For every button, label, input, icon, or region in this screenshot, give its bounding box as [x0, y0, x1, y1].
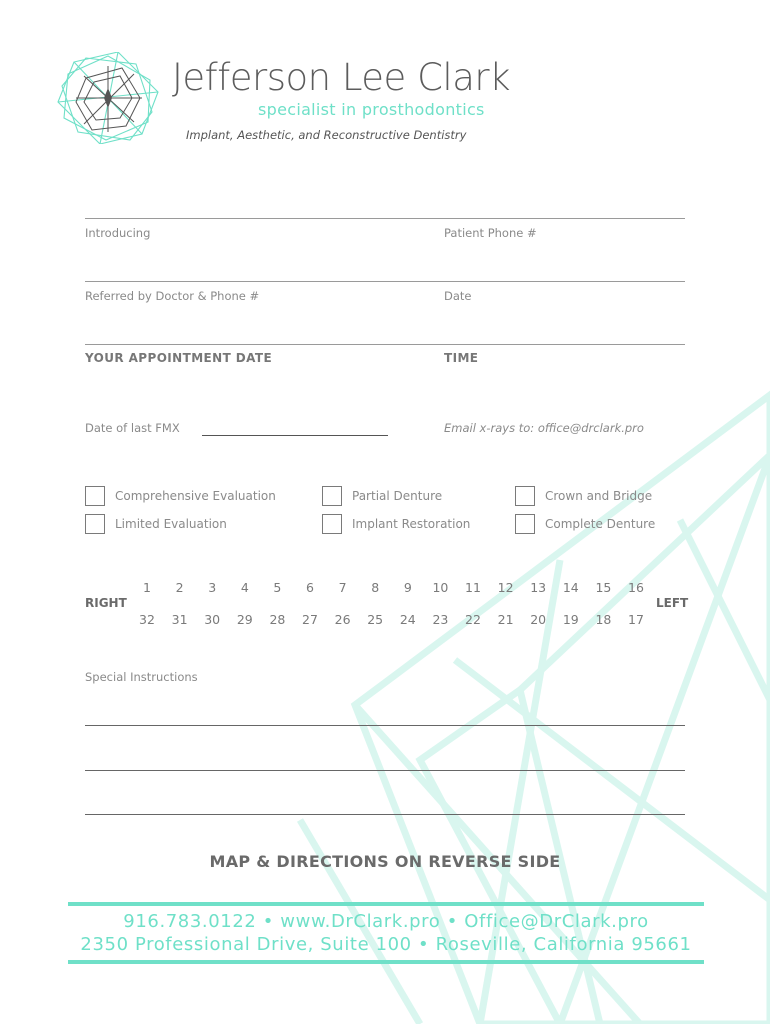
introducing-label: Introducing	[85, 226, 151, 240]
checkbox[interactable]	[515, 486, 535, 506]
last-fmx-label: Date of last FMX	[85, 421, 180, 435]
referred-by-line[interactable]	[85, 281, 685, 282]
tooth-number[interactable]: 32	[139, 612, 155, 627]
tooth-number[interactable]: 15	[595, 580, 612, 595]
procedure-complete-denture[interactable]	[515, 514, 655, 534]
procedure-crown-and-bridge[interactable]	[515, 486, 652, 506]
tooth-number[interactable]: 18	[595, 612, 612, 627]
instructions-line-2[interactable]	[85, 770, 685, 771]
tooth-number[interactable]: 23	[432, 612, 449, 627]
tooth-number[interactable]: 16	[628, 580, 644, 595]
procedure-limited-evaluation[interactable]	[85, 514, 227, 534]
last-fmx-field[interactable]	[202, 435, 388, 436]
tooth-number[interactable]: 1	[143, 580, 151, 595]
tooth-number[interactable]: 22	[465, 612, 481, 627]
tooth-number[interactable]: 29	[236, 612, 253, 627]
tooth-number[interactable]: 11	[465, 580, 481, 595]
tooth-number[interactable]: 6	[306, 580, 314, 595]
introducing-line[interactable]	[85, 218, 685, 219]
tooth-number[interactable]: 17	[628, 612, 644, 627]
appointment-line[interactable]	[85, 344, 685, 345]
tooth-number[interactable]: 9	[403, 580, 412, 595]
tooth-number[interactable]: 27	[302, 612, 318, 627]
procedure-partial-denture[interactable]	[322, 486, 442, 506]
tooth-number[interactable]: 28	[269, 612, 286, 627]
tooth-number[interactable]: 7	[338, 580, 347, 595]
tooth-number[interactable]: 8	[371, 580, 380, 595]
tooth-number[interactable]: 13	[530, 580, 547, 595]
email-xrays-text: Email x-rays to: office@drclark.pro	[444, 421, 644, 435]
procedure-implant-restoration[interactable]	[322, 514, 470, 534]
tooth-number[interactable]: 10	[432, 580, 449, 595]
tooth-number[interactable]: 19	[562, 612, 579, 627]
checkbox-label: Implant Restoration	[352, 517, 471, 531]
tooth-number[interactable]: 4	[240, 580, 249, 595]
patient-phone-label: Patient Phone #	[444, 226, 537, 240]
tooth-number[interactable]: 3	[208, 580, 217, 595]
tooth-number[interactable]: 21	[497, 612, 514, 627]
date-label: Date	[444, 289, 472, 303]
time-label: TIME	[444, 351, 479, 365]
footer-bottom-band	[68, 960, 704, 964]
checkbox[interactable]	[322, 486, 342, 506]
checkbox[interactable]	[322, 514, 342, 534]
checkbox-label: Partial Denture	[352, 489, 443, 503]
tooth-number[interactable]: 14	[562, 580, 579, 595]
instructions-line-1[interactable]	[85, 725, 685, 726]
checkbox[interactable]	[85, 486, 105, 506]
tooth-number[interactable]: 30	[204, 612, 221, 627]
checkbox-label: Comprehensive Evaluation	[115, 489, 276, 503]
tooth-number[interactable]: 31	[171, 612, 188, 627]
tooth-number[interactable]: 5	[273, 580, 282, 595]
contact-line-2: 2350 Professional Drive, Suite 100 • Roseville, California 95661	[80, 934, 692, 955]
checkbox-label: Limited Evaluation	[115, 517, 227, 531]
specialty-subtitle: specialist in prosthodontics	[258, 100, 485, 119]
checkbox-label: Complete Denture	[545, 517, 656, 531]
checkbox[interactable]	[515, 514, 535, 534]
referred-by-label: Referred by Doctor & Phone #	[85, 289, 260, 303]
tooth-number[interactable]: 12	[497, 580, 514, 595]
checkbox-label: Crown and Bridge	[545, 489, 653, 503]
left-side-label: LEFT	[656, 596, 689, 610]
footer-top-band	[68, 902, 704, 906]
right-side-label: RIGHT	[85, 596, 127, 610]
instructions-line-3[interactable]	[85, 814, 685, 815]
special-instructions-label: Special Instructions	[85, 670, 198, 684]
checkbox[interactable]	[85, 514, 105, 534]
appointment-date-label: YOUR APPOINTMENT DATE	[85, 351, 273, 365]
contact-line-1: 916.783.0122 • www.DrClark.pro • Office@DrClark.pro	[123, 911, 649, 932]
geometric-diamond-logo-icon	[56, 52, 160, 144]
map-directions-note: MAP & DIRECTIONS ON REVERSE SIDE	[209, 852, 561, 871]
tooth-number[interactable]: 20	[530, 612, 547, 627]
tooth-number[interactable]: 25	[367, 612, 384, 627]
procedure-comprehensive-evaluation[interactable]	[85, 486, 276, 506]
doctor-name: Jefferson Lee Clark	[172, 56, 511, 99]
practice-tagline: Implant, Aesthetic, and Reconstructive Dentistry	[186, 128, 467, 142]
tooth-number[interactable]: 26	[334, 612, 351, 627]
tooth-number[interactable]: 24	[399, 612, 416, 627]
tooth-number[interactable]: 2	[175, 580, 184, 595]
